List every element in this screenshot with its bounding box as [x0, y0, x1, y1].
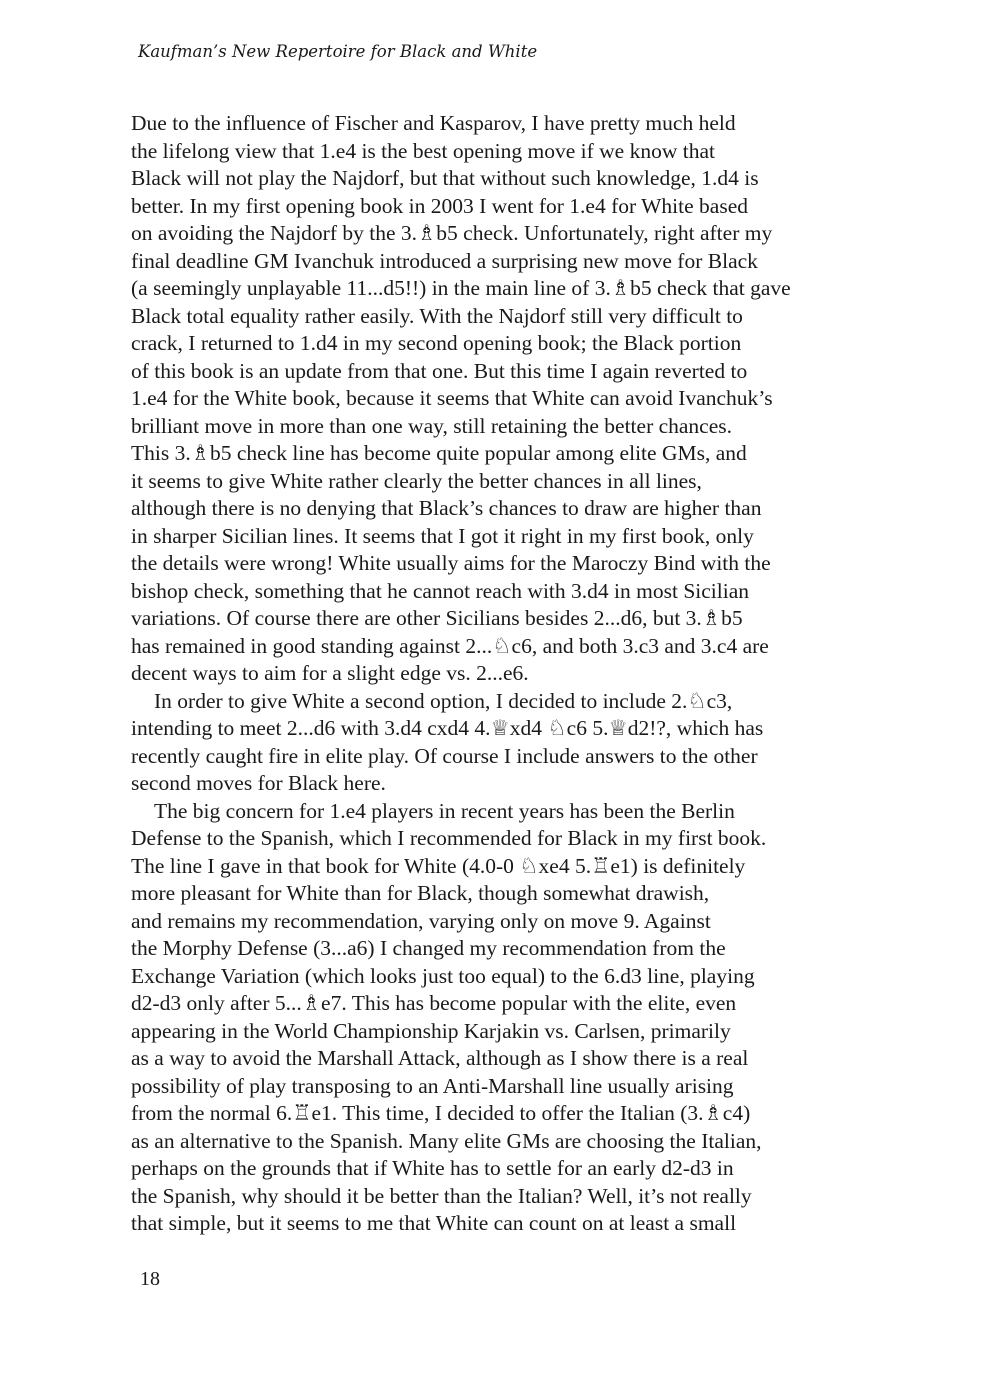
text-line: that simple, but it seems to me that White can count on at least a small	[131, 1211, 737, 1235]
text-line: variations. Of course there are other Sicilians besides 2...d6, but 3.♗b5	[131, 606, 743, 630]
text-line: the Morphy Defense (3...a6) I changed my recommendation from the	[131, 936, 726, 960]
paragraph	[131, 110, 871, 688]
text-line: as an alternative to the Spanish. Many elite GMs are choosing the Italian,	[131, 1128, 762, 1153]
text-line: has remained in good standing against 2...♘c6, and both 3.c3 and 3.c4 are	[131, 633, 769, 658]
text-line: recently caught fire in elite play. Of course I include answers to the other	[131, 743, 758, 768]
text-line: Defense to the Spanish, which I recommended for Black in my first book.	[131, 826, 767, 850]
text-line: (a seemingly unplayable 11...d5!!) in the main line of 3.♗b5 check that gave	[131, 276, 791, 300]
text-line: Black total equality rather easily. With the Najdorf still very difficult to	[131, 303, 743, 328]
text-line: intending to meet 2...d6 with 3.d4 cxd4 4.♕xd4 ♘c6 5.♕d2!?, which has	[131, 716, 764, 740]
text-line: final deadline GM Ivanchuk introduced a surprising new move for Black	[131, 248, 758, 273]
text-line: This 3.♗b5 check line has become quite popular among elite GMs, and	[131, 441, 747, 465]
paragraph	[131, 688, 871, 798]
text-line: and remains my recommendation, varying only on move 9. Against	[131, 908, 711, 933]
text-line: more pleasant for White than for Black, though somewhat drawish,	[131, 881, 710, 905]
text-line: brilliant move in more than one way, still retaining the better chances.	[131, 413, 733, 438]
page-number: 18	[140, 1268, 160, 1290]
text-line: better. In my first opening book in 2003 I went for 1.e4 for White based	[131, 193, 748, 218]
text-line: decent ways to aim for a slight edge vs. 2...e6.	[131, 661, 529, 685]
text-line: in sharper Sicilian lines. It seems that I got it right in my first book, only	[131, 523, 754, 548]
text-line: perhaps on the grounds that if White has to settle for an early d2-d3 in	[131, 1156, 734, 1180]
text-line: the details were wrong! White usually aims for the Maroczy Bind with the	[131, 551, 771, 575]
text-line: as a way to avoid the Marshall Attack, although as I show there is a real	[131, 1046, 749, 1070]
text-line: from the normal 6.♖e1. This time, I decided to offer the Italian (3.♗c4)	[131, 1101, 751, 1125]
text-line: the lifelong view that 1.e4 is the best opening move if we know that	[131, 138, 715, 163]
text-line: possibility of play transposing to an Anti-Marshall line usually arising	[131, 1073, 734, 1098]
body-text	[131, 110, 871, 1238]
text-line: The line I gave in that book for White (4.0-0 ♘xe4 5.♖e1) is definitely	[131, 853, 746, 878]
text-line: on avoiding the Najdorf by the 3.♗b5 check. Unfortunately, right after my	[131, 221, 773, 245]
text-line: 1.e4 for the White book, because it seems that White can avoid Ivanchuk’s	[131, 386, 773, 410]
paragraph	[131, 798, 871, 1238]
text-line: appearing in the World Championship Karjakin vs. Carlsen, primarily	[131, 1018, 731, 1043]
text-line: second moves for Black here.	[131, 771, 386, 795]
text-line: Black will not play the Najdorf, but that without such knowledge, 1.d4 is	[131, 166, 759, 190]
text-line: The big concern for 1.e4 players in recent years has been the Berlin	[154, 798, 735, 823]
text-line: of this book is an update from that one. But this time I again reverted to	[131, 358, 748, 383]
text-line: bishop check, something that he cannot reach with 3.d4 in most Sicilian	[131, 578, 749, 603]
text-line: In order to give White a second option, I decided to include 2.♘c3,	[154, 688, 733, 713]
running-header: Kaufman’s New Repertoire for Black and White	[138, 42, 538, 61]
text-line: crack, I returned to 1.d4 in my second opening book; the Black portion	[131, 331, 742, 355]
text-line: although there is no denying that Black’s chances to draw are higher than	[131, 496, 762, 520]
text-line: it seems to give White rather clearly the better chances in all lines,	[131, 468, 702, 493]
text-line: Exchange Variation (which looks just too equal) to the 6.d3 line, playing	[131, 963, 755, 988]
text-line: d2-d3 only after 5...♗e7. This has become popular with the elite, even	[131, 991, 737, 1015]
text-line: Due to the influence of Fischer and Kasparov, I have pretty much held	[131, 111, 736, 135]
text-line: the Spanish, why should it be better than the Italian? Well, it’s not really	[131, 1183, 752, 1208]
